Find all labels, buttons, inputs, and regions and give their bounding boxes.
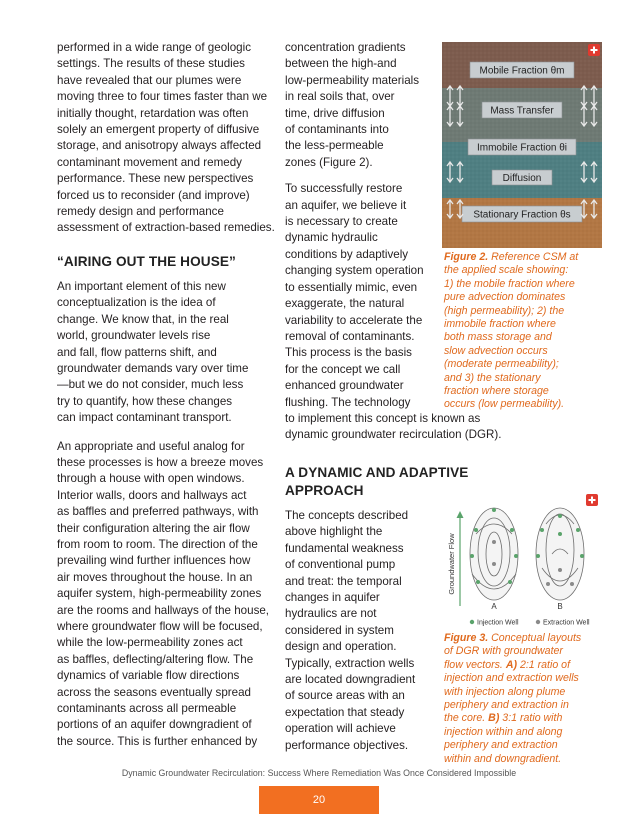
text-line: removal of contaminants. [285, 329, 415, 343]
text-line: changing system operation [285, 264, 424, 278]
caption-line: Reference CSM at [488, 251, 579, 263]
text-line: Interior walls, doors and hallways act [57, 488, 247, 502]
text-line: initially thought, retardation was often [57, 106, 249, 120]
paragraph [57, 40, 279, 237]
text-line: operation will achieve [285, 722, 396, 736]
text-line: as baffles, deflecting/altering flow. The [57, 652, 254, 666]
caption-line: both mass storage and [444, 331, 552, 344]
text-line: try to quantify, how these changes [57, 394, 233, 408]
paragraph [285, 508, 435, 754]
caption-line: the applied scale showing: [444, 264, 569, 277]
heading-line: APPROACH [285, 483, 364, 498]
caption-line: and 3) the stationary [444, 371, 541, 384]
diffusion-label: Diffusion [502, 173, 542, 184]
text-line: in real soils that, over [285, 90, 395, 104]
text-line: from room to room. The direction of the [57, 537, 258, 551]
text-line: to implement this concept is known as [285, 411, 481, 425]
text-line: an aquifer, we believe it [285, 198, 407, 212]
text-line: expectation that steady [285, 705, 405, 719]
text-line: moving three to four times faster than we [57, 90, 268, 104]
text-line: the source. This is further enhanced by [57, 734, 258, 748]
text-line: To successfully restore [285, 182, 403, 196]
text-line: concentration gradients [285, 41, 406, 54]
text-line: their configuration altering the air flow [57, 521, 250, 535]
legend-injection: Injection Well [477, 619, 519, 627]
text-line: remedy design and performance [57, 205, 224, 219]
text-line: change. We know that, in the real [57, 312, 229, 326]
caption-line: fraction where storage [444, 385, 549, 398]
caption-line: Conceptual layouts [488, 632, 582, 644]
mass-transfer-label: Mass Transfer [490, 105, 554, 117]
text-line: performance objectives. [285, 738, 409, 752]
text-line: Typically, extraction wells [285, 656, 415, 670]
column-left [57, 40, 279, 750]
extraction-well-icon [536, 620, 540, 624]
caption-line: (high permeability); 2) the [444, 304, 565, 317]
text-line: hydraulics are not [285, 607, 377, 621]
caption-line: with injection along plume [444, 685, 566, 698]
caption-line: 1) the mobile fraction where [444, 277, 575, 290]
text-line: of conventional pump [285, 558, 396, 572]
text-line: time, drive diffusion [285, 106, 385, 120]
paragraph [285, 40, 435, 171]
figure-2-diagram [442, 42, 602, 248]
text-line: zones (Figure 2). [285, 155, 373, 169]
text-line: solely an emergent property of diffusive [57, 123, 260, 137]
caption-lead: Figure 2. [444, 251, 489, 263]
caption-bold: A) [505, 658, 518, 671]
text-line: can impact contaminant transport. [57, 411, 232, 425]
immobile-label: Immobile Fraction θi [476, 142, 568, 154]
text-line: flushing. The technology [285, 395, 411, 409]
text-line: assessment of extraction-based remedies. [57, 221, 275, 235]
text-line: conceptualization is the idea of [57, 296, 216, 310]
caption-line: injection within and along [444, 725, 563, 738]
text-line: portions of an aquifer downgradient of [57, 718, 252, 732]
text-line: are the rooms and hallways of the house, [57, 603, 270, 617]
text-line: fundamental weakness [285, 541, 404, 555]
figure-3-caption [444, 632, 614, 766]
text-line: An important element of this new [57, 279, 226, 293]
heading-line: A DYNAMIC AND ADAPTIVE [285, 465, 469, 480]
text-line: of source areas with an [285, 689, 405, 703]
caption-line: periphery and extraction [444, 739, 558, 752]
axis-label: Groundwater Flow [447, 533, 456, 595]
mobile-label: Mobile Fraction θm [479, 65, 565, 77]
text-line: performed in a wide range of geologic [57, 41, 251, 54]
text-line: contaminants across all permeable [57, 702, 237, 716]
text-line: world, groundwater levels rise [57, 329, 211, 343]
text-line: forced us to reconsider (and improve) [57, 188, 250, 202]
text-line: the less-permeable [285, 139, 384, 153]
text-line: and fall, flow patterns shift, and [57, 345, 217, 359]
text-line: between the high-and [285, 57, 397, 71]
stationary-label: Stationary Fraction θs [473, 209, 571, 221]
text-line: performance. These new perspectives [57, 172, 254, 186]
caption-line: of DGR with groundwater [444, 645, 563, 658]
figure-3-diagram [442, 494, 602, 630]
caption-line: 2:1 ratio of [517, 658, 571, 671]
text-line: above highlight the [285, 525, 383, 539]
caption-line: pure advection dominates [444, 291, 566, 304]
caption-line: immobile fraction where [444, 318, 556, 331]
text-line: An appropriate and useful analog for [57, 439, 245, 453]
text-line: groundwater demands vary over time [57, 361, 249, 375]
text-line: across the seasons eventually spread [57, 685, 251, 699]
caption-lead: Figure 3. [444, 632, 489, 644]
paragraph [57, 439, 279, 751]
paragraph [57, 279, 279, 427]
text-line: storage, and anisotropy always affected [57, 139, 262, 153]
text-line: of contaminants into [285, 123, 389, 137]
caption-line: the core. [444, 712, 489, 725]
caption-line: periphery and extraction in [444, 699, 569, 712]
section-heading [285, 464, 469, 500]
label-b: B [557, 602, 563, 611]
text-line: prevailing wind further influences how [57, 554, 251, 568]
figure-2-caption [444, 251, 614, 412]
page-footer: Dynamic Groundwater Recirculation: Success Where Remediation Was Once Considered Impossible [121, 768, 517, 778]
legend-extraction: Extraction Well [543, 619, 590, 627]
text-line: dynamic groundwater recirculation (DGR). [285, 428, 502, 442]
text-line: low-permeability materials [285, 73, 420, 87]
text-line: exaggerate, the natural [285, 297, 405, 311]
page-number: 20 [259, 786, 379, 814]
text-line: aquifer system, high-permeability zones [57, 587, 262, 601]
caption-bold: B) [488, 712, 500, 725]
text-line: these processes is how a breeze moves [57, 455, 264, 469]
caption-line: slow advection occurs [444, 344, 548, 357]
text-line: for the concept we call [285, 362, 401, 376]
caption-line: within and downgradient. [444, 752, 562, 765]
text-line: to essentially mimic, even [285, 280, 418, 294]
text-line: as baffles and preferred pathways, with [57, 505, 259, 519]
section-heading: “AIRING OUT THE HOUSE” [57, 253, 236, 269]
text-line: air moves throughout the house. In an [57, 570, 253, 584]
caption-line: (moderate permeability); [444, 358, 559, 371]
text-line: through a house with open windows. [57, 472, 245, 486]
text-line: design and operation. [285, 640, 397, 654]
text-line: is necessary to create [285, 215, 398, 229]
caption-line: injection and extraction wells [444, 672, 579, 685]
text-line: —but we do not consider, much less [57, 378, 244, 392]
text-line: are located downgradient [285, 673, 416, 687]
text-line: and treat: the temporal [285, 574, 402, 588]
text-line: contaminant movement and remedy [57, 155, 242, 169]
caption-line: flow vectors. [444, 658, 506, 671]
text-line: variability to accelerate the [285, 313, 423, 327]
text-line: dynamic hydraulic [285, 231, 378, 245]
label-a: A [491, 602, 497, 611]
text-line: conditions by adaptively [285, 247, 409, 261]
text-line: where groundwater flow will be focused, [57, 620, 263, 633]
caption-line: occurs (low permeability). [444, 398, 565, 411]
text-line: The concepts described [285, 509, 409, 522]
injection-well-icon [470, 620, 474, 624]
text-line: enhanced groundwater [285, 379, 404, 393]
text-line: changes in aquifer [285, 591, 380, 605]
text-line: considered in system [285, 623, 394, 637]
text-line: dynamics of variable flow directions [57, 669, 240, 683]
text-line: while the low-permeability zones act [57, 636, 243, 650]
text-line: This process is the basis [285, 346, 412, 360]
text-line: settings. The results of these studies [57, 57, 245, 71]
caption-line: 3:1 ratio with [499, 712, 563, 725]
text-line: have revealed that our plumes were [57, 73, 242, 87]
